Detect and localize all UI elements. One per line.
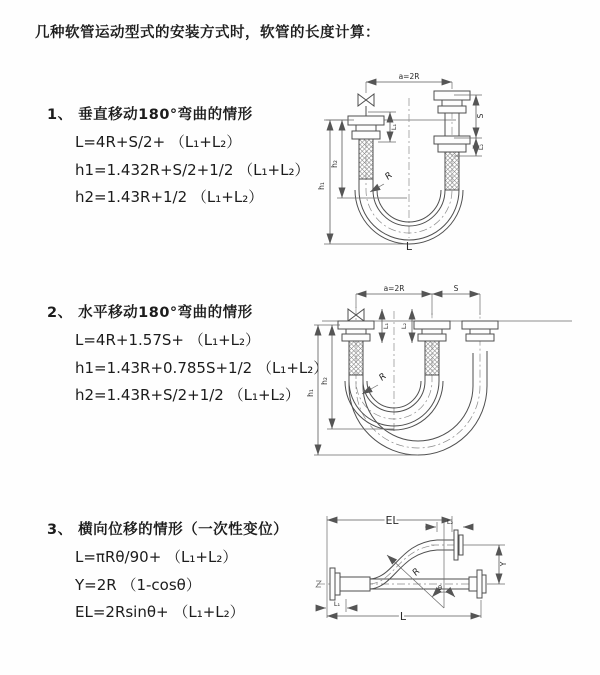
- formula-length: L=πRθ/90+ （L₁+L₂）: [75, 548, 238, 566]
- diagram-lateral-displacement: [297, 496, 597, 636]
- dim-label-a2r: a=2R: [398, 72, 420, 81]
- radius-line: [387, 555, 444, 608]
- page-title: 几种软管运动型式的安装方式时，软管的长度计算：: [35, 25, 380, 41]
- dim-label-y: Y: [499, 561, 508, 567]
- section-vertical-movement: [47, 103, 309, 212]
- angle-label: θ: [438, 584, 442, 592]
- dim-label-h1: h₁: [317, 182, 326, 190]
- dim-label-l1: L₁: [333, 600, 341, 608]
- middle-flange: [414, 321, 450, 341]
- dim-label-a2r: a=2R: [383, 284, 405, 293]
- braided-hose-middle: [425, 341, 439, 375]
- dim-label-l1: L₁: [382, 322, 390, 330]
- formula-h1: h1=1.43R+0.785S+1/2 （L₁+L₂）: [75, 358, 329, 377]
- formula-h1: h1=1.432R+S/2+1/2 （L₁+L₂）: [75, 160, 310, 179]
- formula-y: Y=2R （1-cosθ）: [75, 575, 201, 594]
- u-bend-position-2: [349, 351, 487, 455]
- right-top-flange: [434, 91, 470, 113]
- hose-centerline-2: [356, 313, 480, 448]
- dim-label-h1: h₁: [306, 389, 315, 397]
- braided-hose-left: [349, 341, 363, 375]
- diagram-vertical-180-bend: [306, 68, 586, 253]
- section-1-heading: 1、 垂直移动180°弯曲的情形: [47, 107, 253, 123]
- length-label: L: [405, 240, 413, 253]
- radius-label: R: [383, 170, 395, 183]
- section-2-heading: 2、 水平移动180°弯曲的情形: [47, 305, 253, 321]
- left-flange: [338, 321, 374, 341]
- right-mid-flange: [434, 136, 470, 152]
- dim-label-h2: h₂: [320, 377, 329, 385]
- formula-el: EL=2Rsinθ+ （L₁+L₂）: [75, 603, 245, 621]
- dim-label-l1: L₁: [390, 123, 398, 131]
- valve-symbol: [348, 294, 364, 321]
- radius-label: R: [410, 566, 423, 579]
- section-horizontal-movement: [47, 301, 328, 410]
- dim-label-l2: L₂: [400, 322, 408, 330]
- hose-displaced-position: [370, 530, 463, 589]
- dim-label-l: L: [399, 610, 407, 623]
- valve-symbol: [358, 82, 374, 116]
- formula-length: L=4R+S/2+ （L₁+L₂）: [75, 133, 242, 151]
- left-flange: [330, 568, 370, 600]
- right-flange: [462, 321, 498, 341]
- dim-label-h2: h₂: [330, 160, 339, 168]
- section-lateral-displacement: [47, 518, 288, 627]
- braided-hose-right: [445, 152, 459, 190]
- radius-label: R: [377, 371, 389, 384]
- left-flange: [348, 116, 384, 139]
- section-3-heading: 3、 横向位移的情形（一次性变位）: [47, 522, 289, 538]
- formula-h2: h2=1.43R+1/2 （L₁+L₂）: [75, 188, 264, 206]
- diagram-horizontal-180-bend: [302, 281, 592, 461]
- dim-label-s: S: [476, 113, 485, 119]
- dim-label-l2: L₂: [446, 518, 454, 526]
- formula-length: L=4R+1.57S+ （L₁+L₂）: [75, 331, 261, 349]
- dim-label-s: S: [453, 284, 459, 293]
- braided-hose-left: [359, 139, 373, 179]
- formula-h2: h2=1.43R+S/2+1/2 （L₁+L₂）: [75, 386, 300, 404]
- dim-label-el: EL: [385, 514, 399, 527]
- dim-label-l2: L₂: [477, 143, 485, 151]
